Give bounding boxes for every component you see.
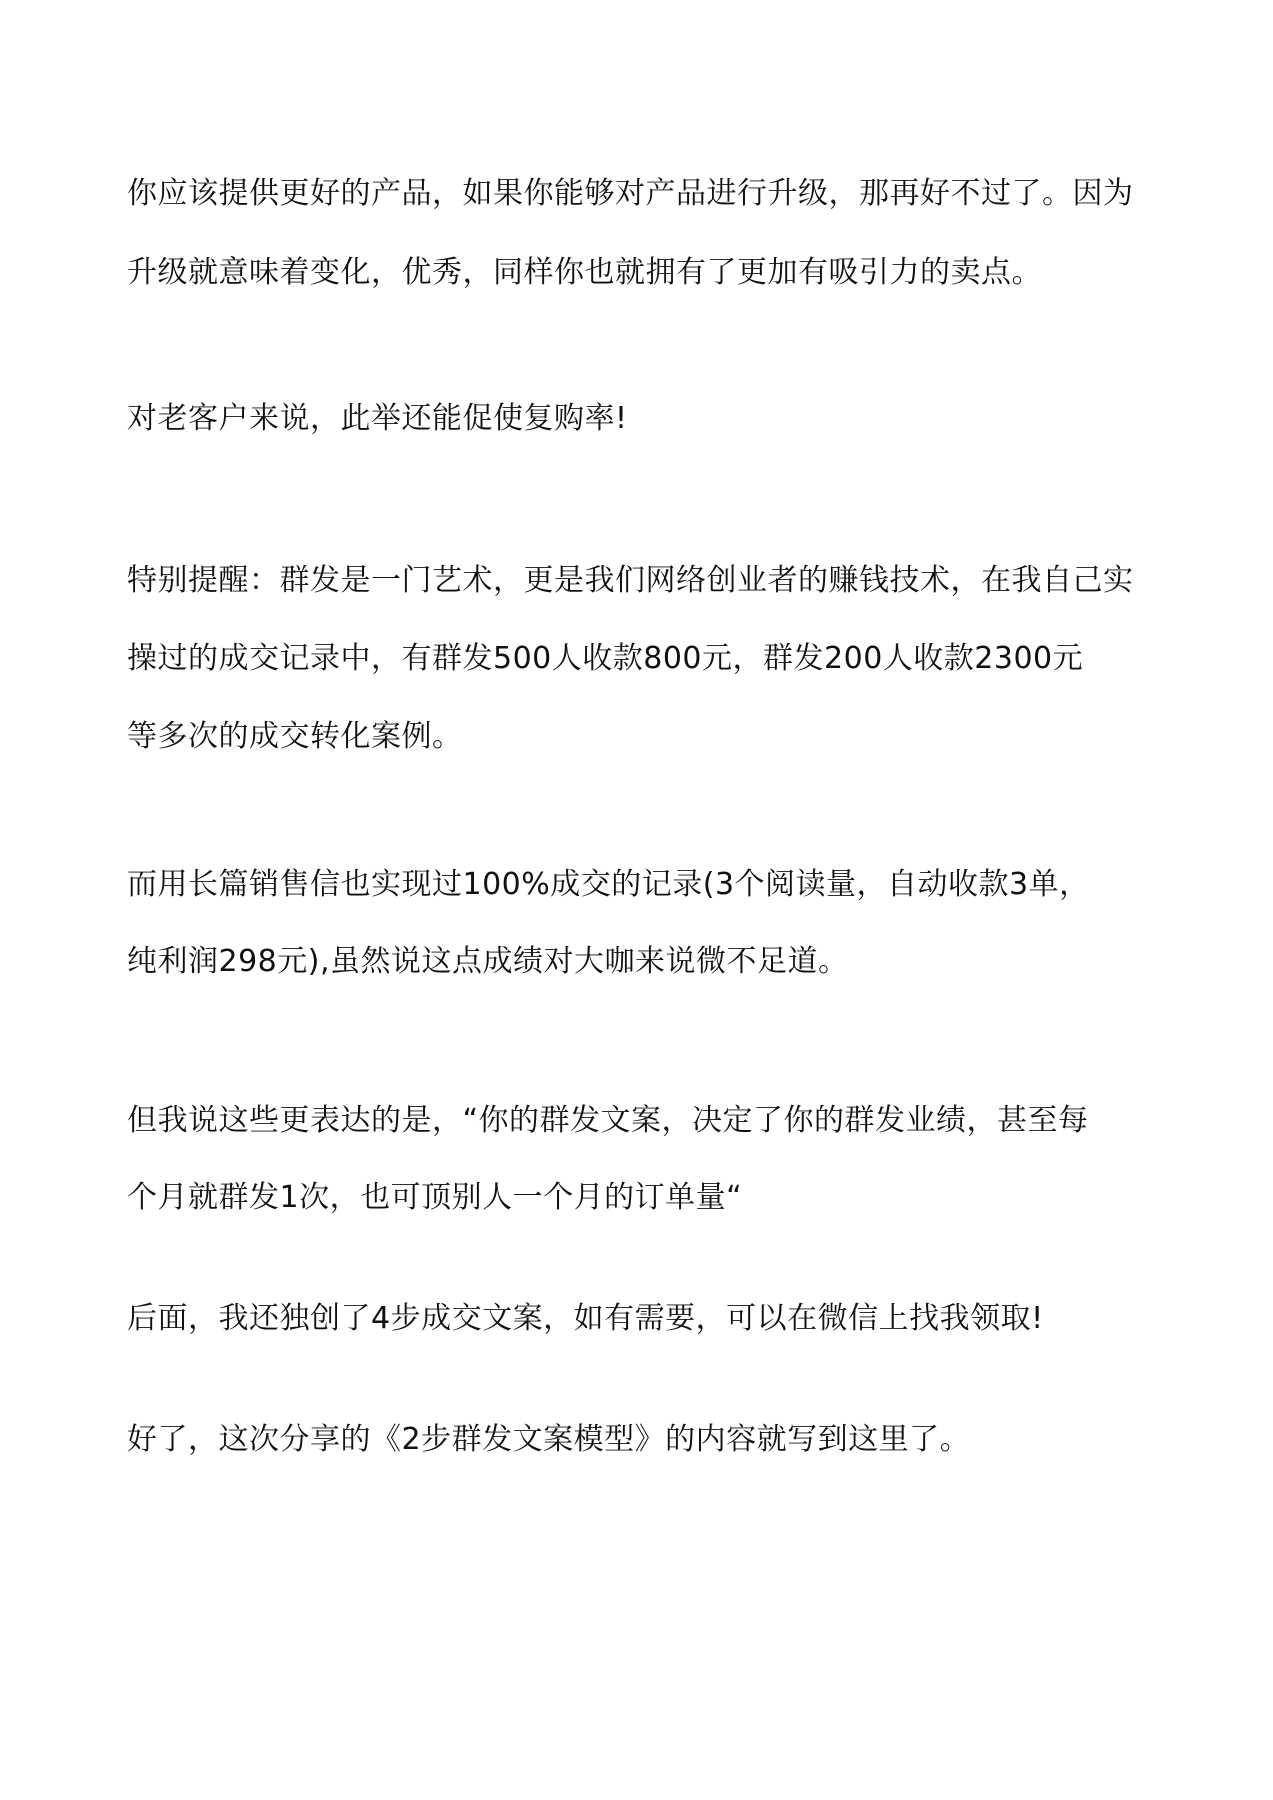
paragraph-3-line-3: 等多次的成交转化案例。 xyxy=(127,719,463,754)
paragraph-6-line-1: 后面，我还独创了4步成交文案，如有需要，可以在微信上找我领取! xyxy=(127,1301,1044,1336)
paragraph-3-line-2: 操过的成交记录中，有群发500人收款800元，群发200人收款2300元 xyxy=(127,641,1084,676)
paragraph-4-line-1: 而用长篇销售信也实现过100%成交的记录(3个阅读量，自动收款3单， xyxy=(127,867,1090,902)
paragraph-3-line-1: 特别提醒：群发是一门艺术，更是我们网络创业者的赚钱技术，在我自己实 xyxy=(127,563,1134,598)
paragraph-1-line-2: 升级就意味着变化，优秀，同样你也就拥有了更加有吸引力的卖点。 xyxy=(127,255,1042,290)
paragraph-2-line-1: 对老客户来说，此举还能促使复购率! xyxy=(127,401,628,436)
paragraph-5-line-1: 但我说这些更表达的是，“你的群发文案，决定了你的群发业绩，甚至每 xyxy=(127,1103,1089,1138)
paragraph-5-line-2: 个月就群发1次，也可顶别人一个月的订单量“ xyxy=(127,1180,743,1215)
paragraph-7-line-1: 好了，这次分享的《2步群发文案模型》的内容就写到这里了。 xyxy=(127,1422,971,1457)
paragraph-1-line-1: 你应该提供更好的产品，如果你能够对产品进行升级，那再好不过了。因为 xyxy=(127,176,1134,211)
paragraph-4-line-2: 纯利润298元),虽然说这点成绩对大咖来说微不足道。 xyxy=(127,944,849,979)
